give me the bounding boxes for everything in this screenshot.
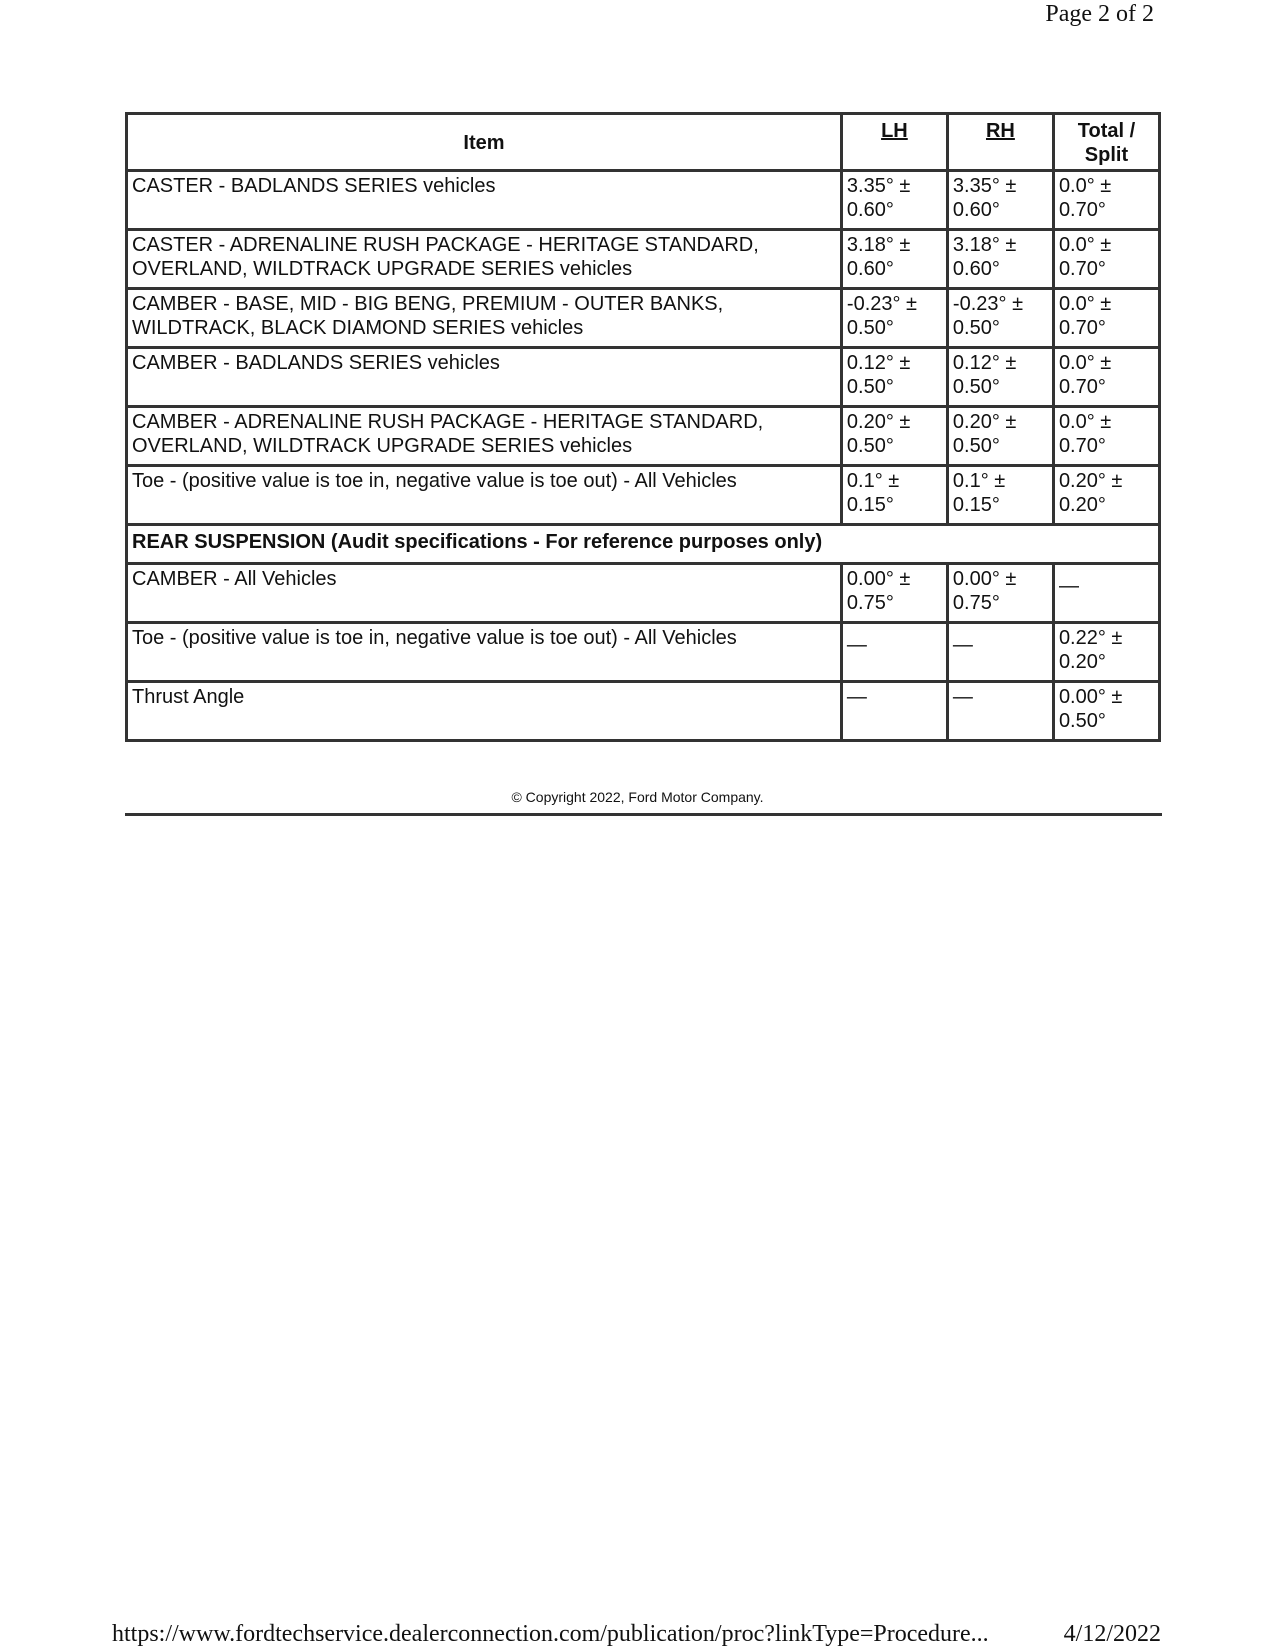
table-row [127, 230, 1160, 289]
column-header-item: Item [127, 114, 842, 171]
item-cell: CAMBER - BADLANDS SERIES vehicles [127, 348, 842, 407]
item-cell: CAMBER - All Vehicles [127, 564, 842, 623]
table-row [127, 623, 1160, 682]
item-cell: Toe - (positive value is toe in, negative value is toe out) - All Vehicles [127, 466, 842, 525]
rh-cell: 0.20° ± 0.50° [947, 407, 1053, 466]
table-row [127, 171, 1160, 230]
table-row [127, 466, 1160, 525]
item-cell: CASTER - BADLANDS SERIES vehicles [127, 171, 842, 230]
item-cell: CAMBER - ADRENALINE RUSH PACKAGE - HERITAGE STANDARD, OVERLAND, WILDTRACK UPGRADE SERIES vehicles [127, 407, 842, 466]
lh-cell: 3.35° ± 0.60° [841, 171, 947, 230]
rh-cell: — [947, 682, 1053, 741]
section-header-row [127, 525, 1160, 564]
table-row [127, 682, 1160, 741]
rh-cell: 3.18° ± 0.60° [947, 230, 1053, 289]
total-cell: 0.0° ± 0.70° [1053, 171, 1159, 230]
table-row [127, 564, 1160, 623]
table-row [127, 348, 1160, 407]
total-cell: 0.0° ± 0.70° [1053, 348, 1159, 407]
item-cell: Thrust Angle [127, 682, 842, 741]
item-cell: CAMBER - BASE, MID - BIG BENG, PREMIUM - OUTER BANKS, WILDTRACK, BLACK DIAMOND SERIES vehicles [127, 289, 842, 348]
total-cell: 0.20° ± 0.20° [1053, 466, 1159, 525]
footer-divider [125, 813, 1162, 816]
column-header-lh: LH [841, 114, 947, 171]
lh-cell: — [841, 623, 947, 682]
total-cell: 0.0° ± 0.70° [1053, 230, 1159, 289]
item-cell: CASTER - ADRENALINE RUSH PACKAGE - HERITAGE STANDARD, OVERLAND, WILDTRACK UPGRADE SERIES vehicles [127, 230, 842, 289]
lh-cell: 0.20° ± 0.50° [841, 407, 947, 466]
lh-cell: 0.1° ± 0.15° [841, 466, 947, 525]
source-url[interactable]: https://www.fordtechservice.dealerconnection.com/publication/proc?linkType=Procedure... [112, 1621, 989, 1647]
total-cell: 0.0° ± 0.70° [1053, 289, 1159, 348]
total-cell: — [1053, 564, 1159, 623]
lh-cell: — [841, 682, 947, 741]
column-header-rh: RH [947, 114, 1053, 171]
table-header-row [127, 114, 1160, 171]
lh-cell: 3.18° ± 0.60° [841, 230, 947, 289]
rh-cell: 0.1° ± 0.15° [947, 466, 1053, 525]
print-date: 4/12/2022 [1063, 1621, 1161, 1647]
table-row [127, 289, 1160, 348]
page-number: Page 2 of 2 [1045, 1, 1154, 27]
item-cell: Toe - (positive value is toe in, negative value is toe out) - All Vehicles [127, 623, 842, 682]
rh-cell: 0.00° ± 0.75° [947, 564, 1053, 623]
rh-cell: — [947, 623, 1053, 682]
total-cell: 0.00° ± 0.50° [1053, 682, 1159, 741]
alignment-spec-table [125, 112, 1161, 742]
lh-cell: 0.00° ± 0.75° [841, 564, 947, 623]
rh-cell: 3.35° ± 0.60° [947, 171, 1053, 230]
copyright-notice: © Copyright 2022, Ford Motor Company. [511, 789, 764, 805]
lh-cell: 0.12° ± 0.50° [841, 348, 947, 407]
rh-cell: 0.12° ± 0.50° [947, 348, 1053, 407]
page-footer [112, 1620, 1161, 1648]
rh-cell: -0.23° ± 0.50° [947, 289, 1053, 348]
lh-cell: -0.23° ± 0.50° [841, 289, 947, 348]
rear-suspension-section-title: REAR SUSPENSION (Audit specifications - For reference purposes only) [127, 525, 1160, 564]
total-cell: 0.22° ± 0.20° [1053, 623, 1159, 682]
table-row [127, 407, 1160, 466]
total-cell: 0.0° ± 0.70° [1053, 407, 1159, 466]
column-header-total-split: Total / Split [1053, 114, 1159, 171]
